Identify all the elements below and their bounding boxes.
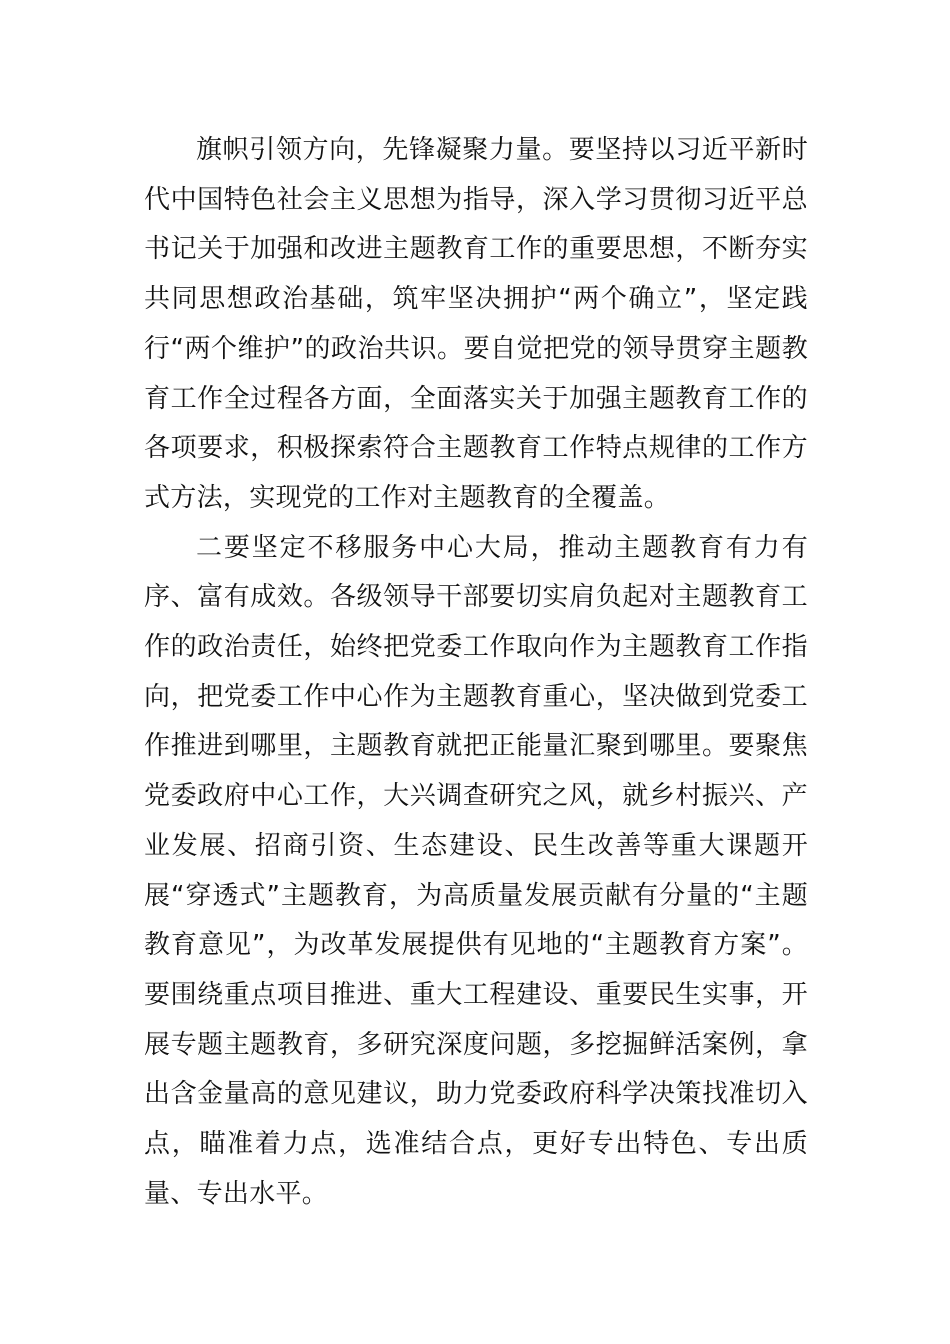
paragraph-serve-overall-situation: 二要坚定不移服务中心大局，推动主题教育有力有序、富有成效。各级领导干部要切实肩负起对主题教育工作的政治责任，始终把党委工作取向作为主题教育工作指向，把党委工作中心作为主题教育重心，坚决做到党委工作推进到哪里，主题教育就把正能量汇聚到哪里。要聚焦党委政府中心工作，大兴调查研究之风，就乡村振兴、产业发展、招商引资、生态建设、民生改善等重大课题开展“穿透式”主题教育，为高质量发展贡献有分量的“主题教育意见”，为改革发展提供有见地的“主题教育方案”。要围绕重点项目推进、重大工程建设、重要民生实事，开展专题主题教育，多研究深度问题，多挖掘鲜活案例，拿出含金量高的意见建议，助力党委政府科学决策找准切入点，瞄准着力点，选准结合点，更好专出特色、专出质量、专出水平。: [144, 532, 808, 1209]
paragraph-flag-leads-direction: 旗帜引领方向，先锋凝聚力量。要坚持以习近平新时代中国特色社会主义思想为指导，深入学习贯彻习近平总书记关于加强和改进主题教育工作的重要思想，不断夯实共同思想政治基础，筑牢坚决拥护“两个确立”，坚定践行“两个维护”的政治共识。要自觉把党的领导贯穿主题教育工作全过程各方面，全面落实关于加强主题教育工作的各项要求，积极探索符合主题教育工作特点规律的工作方式方法，实现党的工作对主题教育的全覆盖。: [144, 135, 808, 513]
document-body: [144, 126, 808, 1219]
